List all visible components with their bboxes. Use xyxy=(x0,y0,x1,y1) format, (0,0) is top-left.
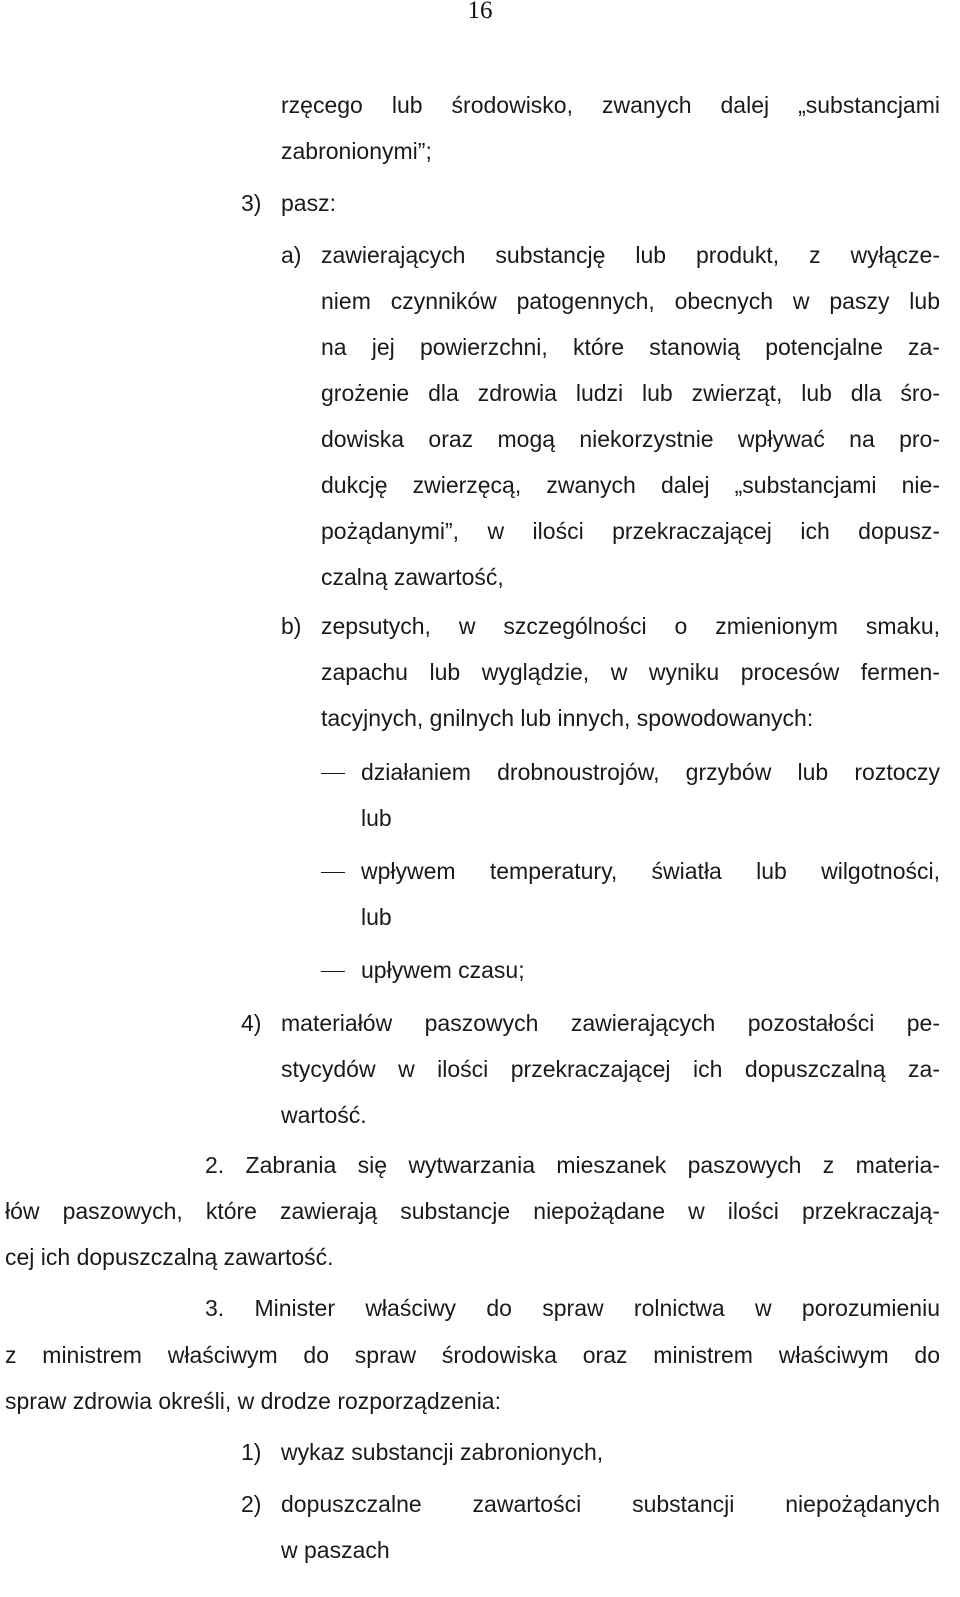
dash-marker xyxy=(321,971,345,972)
text-line: 3. Minister właściwy do spraw rolnictwa w porozumieniu xyxy=(205,1295,940,1321)
dash-marker xyxy=(321,773,345,774)
list-item-text xyxy=(281,1481,940,1573)
text-line: lub xyxy=(361,904,392,930)
paragraph-2 xyxy=(205,1142,940,1188)
text-line: rzęcego lub środowisko, zwanych dalej „substancjami xyxy=(281,92,940,118)
continuation-text xyxy=(281,82,940,174)
text-line: spraw zdrowia określi, w drodze rozporządzenia: xyxy=(5,1388,501,1414)
paragraph-3 xyxy=(205,1285,940,1331)
text-line: wykaz substancji zabronionych, xyxy=(281,1439,604,1465)
text-line: niem czynników patogennych, obecnych w paszy lub xyxy=(321,288,940,314)
text-line: upływem czasu; xyxy=(361,957,525,983)
text-line: dowiska oraz mogą niekorzystnie wpływać na pro- xyxy=(321,426,940,452)
sublist-letter: b) xyxy=(281,613,302,639)
dash-item xyxy=(361,848,940,940)
text-line: w paszach xyxy=(281,1537,390,1563)
text-line: pożądanymi”, w ilości przekraczającej ich dopusz- xyxy=(321,518,940,544)
dash-item xyxy=(361,749,940,841)
text-line: wartość. xyxy=(281,1102,367,1128)
list-number: 3) xyxy=(241,190,262,216)
text-line: tacyjnych, gnilnych lub innych, spowodowanych: xyxy=(321,705,814,731)
dash-item xyxy=(361,947,525,993)
text-line: zepsutych, w szczególności o zmienionym smaku, xyxy=(321,613,940,639)
text-line: z ministrem właściwym do spraw środowiska oraz ministrem właściwym do xyxy=(5,1342,940,1368)
text-line: działaniem drobnoustrojów, grzybów lub roztoczy xyxy=(361,759,940,785)
text-line: materiałów paszowych zawierających pozostałości pe- xyxy=(281,1010,940,1036)
sublist-item-b xyxy=(321,603,940,741)
text-line: dopuszczalne zawartości substancji niepożądanych xyxy=(281,1491,940,1517)
text-line: na jej powierzchni, które stanowią potencjalne za- xyxy=(321,334,940,360)
text-line: czalną zawartość, xyxy=(321,564,504,590)
text-line: wpływem temperatury, światła lub wilgotności, xyxy=(361,858,940,884)
text-line: dukcję zwierzęcą, zwanych dalej „substancjami nie- xyxy=(321,472,940,498)
text-line: zapachu lub wyglądzie, w wyniku procesów fermen- xyxy=(321,659,940,685)
text-line: pasz: xyxy=(281,190,336,216)
paragraph-3-body xyxy=(5,1332,940,1424)
sublist-item-a xyxy=(321,232,940,600)
text-line: zabronionymi”; xyxy=(281,138,432,164)
list-item-text xyxy=(281,1429,603,1475)
text-line: stycydów w ilości przekraczającej ich dopuszczalną za- xyxy=(281,1056,940,1082)
list-number: 1) xyxy=(241,1439,262,1465)
list-number: 2) xyxy=(241,1491,262,1517)
list-item-text xyxy=(281,180,336,226)
paragraph-2-body xyxy=(5,1188,940,1280)
text-line: cej ich dopuszczalną zawartość. xyxy=(5,1244,334,1270)
text-line: zawierających substancję lub produkt, z wyłącze- xyxy=(321,242,940,268)
list-item-text xyxy=(281,1000,940,1138)
text-line: łów paszowych, które zawierają substancje niepożądane w ilości przekraczają- xyxy=(5,1198,940,1224)
text-line: 2. Zabrania się wytwarzania mieszanek paszowych z materia- xyxy=(205,1152,940,1178)
list-number: 4) xyxy=(241,1010,262,1036)
page-number: 16 xyxy=(467,0,493,24)
dash-marker xyxy=(321,872,345,873)
text-line: grożenie dla zdrowia ludzi lub zwierząt, lub dla śro- xyxy=(321,380,940,406)
sublist-letter: a) xyxy=(281,242,302,268)
text-line: lub xyxy=(361,805,392,831)
